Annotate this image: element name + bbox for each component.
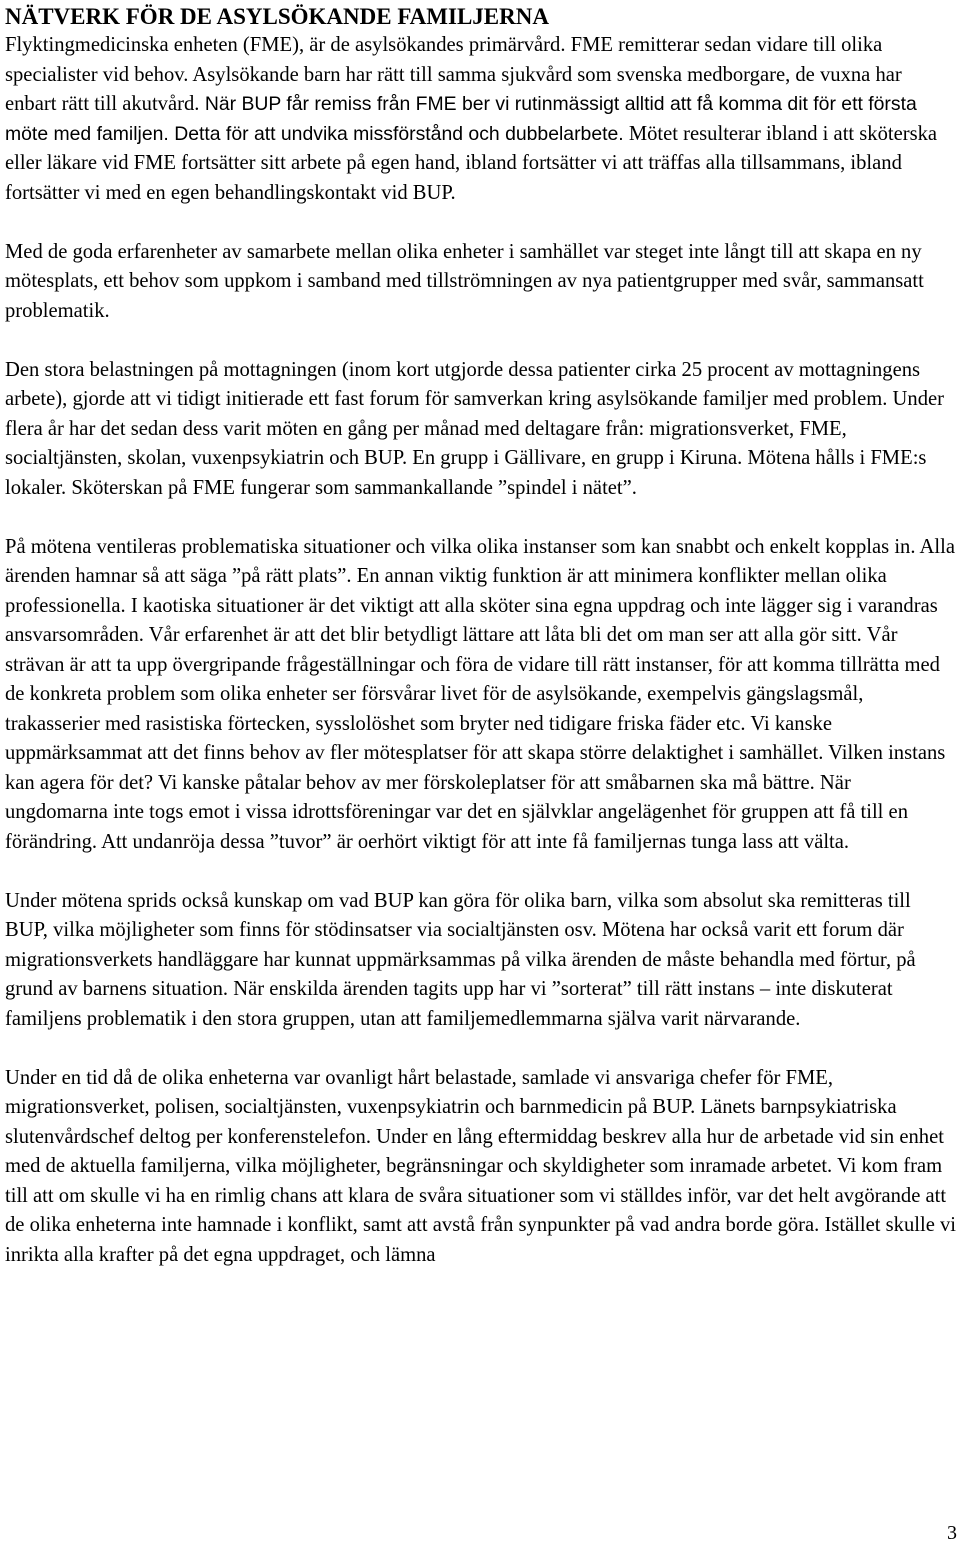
page-number: 3	[947, 1522, 957, 1544]
paragraph-5: Under mötena sprids också kunskap om vad BUP kan göra för olika barn, vilka som absolut ska remitteras till BUP, vilka möjligheter som finns för stödinsatser via socialtjänsten osv. Mötena har också varit ett forum där migrationsverkets handläggare har kunnat uppmärksammas på vilka ärenden de måste behandla med förtur, på grund av barnens situation. När enskilda ärenden tagits upp har vi ”sorterat” till rätt instans – inte diskuterat familjens problematik i den stora gruppen, utan att familjemedlemmarna själva varit närvarande.	[5, 889, 916, 1030]
paragraph-4: På mötena ventileras problematiska situationer och vilka olika instanser som kan snabbt och enkelt kopplas in. Alla ärenden hamnar så att säga ”på rätt plats”. En annan viktig funktion är att minimera konflikter mellan olika professionella. I kaotiska situationer är det viktigt att alla sköter sina egna uppdrag och inte lägger sig i varandras ansvarsområden. Vår erfarenhet är att det blir betydligt lättare att låta bli det om man ser att alla gör sitt. Vår strävan är att ta upp övergripande frågeställningar och föra de vidare till rätt instanser, för att komma tillrätta med de konkreta problem som olika enheter ser försvårar livet för de asylsökande, exempelvis gängslagsmål, trakasserier med rasistiska förtecken, sysslolöshet som bryter ned tidigare friska fäder etc. Vi kanske uppmärksammat att det finns behov av fler mötesplatser för att skapa större delaktighet i samhället. Vilken instans kan agera för det? Vi kanske påtalar behov av mer förskoleplatser för att småbarnen ska må bättre. När ungdomarna inte togs emot i vissa idrottsföreningar var det en självklar angelägenhet för gruppen att få till en förändring. Att undanröja dessa ”tuvor” är oerhört viktigt för att inte få familjernas tunga lass att välta.	[5, 535, 955, 853]
paragraph-6: Under en tid då de olika enheterna var ovanligt hårt belastade, samlade vi ansvariga chefer för FME, migrationsverket, polisen, socialtjänsten, vuxenpsykiatrin och barnmedicin på BUP. Länets barnpsykiatriska slutenvårdschef deltog per konferenstelefon. Under en lång eftermiddag beskrev alla hur de arbetade vid sin enhet med de aktuella familjerna, vilka möjligheter, begränsningar och skyldigheter som inramade arbetet. Vi kom fram till att om skulle vi ha en rimlig chans att klara de svåra situationer som vi ställdes inför, var det helt avgörande att de olika enheterna inte hamnade i konflikt, samt att avstå från synpunkter på vad andra borde göra. Istället skulle vi inrikta alla krafter på det egna uppdraget, och lämna	[5, 1066, 957, 1266]
paragraph-1-tail: Mötet resulterar ibland i att sköterska eller läkare vid FME fortsätter sitt arbete på egen hand, ibland fortsätter vi att träffas alla tillsammans, ibland fortsätter vi med en egen behandlingskontakt vid BUP.	[5, 122, 938, 204]
paragraph-1-sans-segment: När BUP får remiss från FME ber vi rutinmässigt alltid att få komma dit för ett första möte med familjen. Detta för att undvika missförstånd och dubbelarbete.	[5, 93, 917, 145]
document-title: NÄTVERK FÖR DE ASYLSÖKANDE FAMILJERNA	[5, 4, 549, 29]
paragraph-2: Med de goda erfarenheter av samarbete mellan olika enheter i samhället var steget inte långt till att skapa en ny mötesplats, ett behov som uppkom i samband med tillströmningen av nya patientgrupper med svår, sammansatt problematik.	[5, 240, 924, 322]
paragraph-1-lead: Flyktingmedicinska enheten (FME), är de asylsökandes primärvård. FME remitterar sedan vidare till olika specialister vid behov. Asylsökande barn har rätt till samma sjukvård som svenska medborgare, de vuxna har enbart rätt till akutvård.	[5, 34, 902, 115]
paragraph-1	[5, 31, 957, 208]
document-page	[5, 0, 957, 1300]
paragraph-3: Den stora belastningen på mottagningen (inom kort utgjorde dessa patienter cirka 25 procent av mottagningens arbete), gjorde att vi tidigt initierade ett fast forum för samverkan kring asylsökande familjer med problem. Under flera år har det sedan dess varit möten en gång per månad med deltagare från: migrationsverket, FME, socialtjänsten, skolan, vuxenpsykiatrin och BUP. En grupp i Gällivare, en grupp i Kiruna. Mötena hålls i FME:s lokaler. Sköterskan på FME fungerar som sammankallande ”spindel i nätet”.	[5, 358, 944, 499]
